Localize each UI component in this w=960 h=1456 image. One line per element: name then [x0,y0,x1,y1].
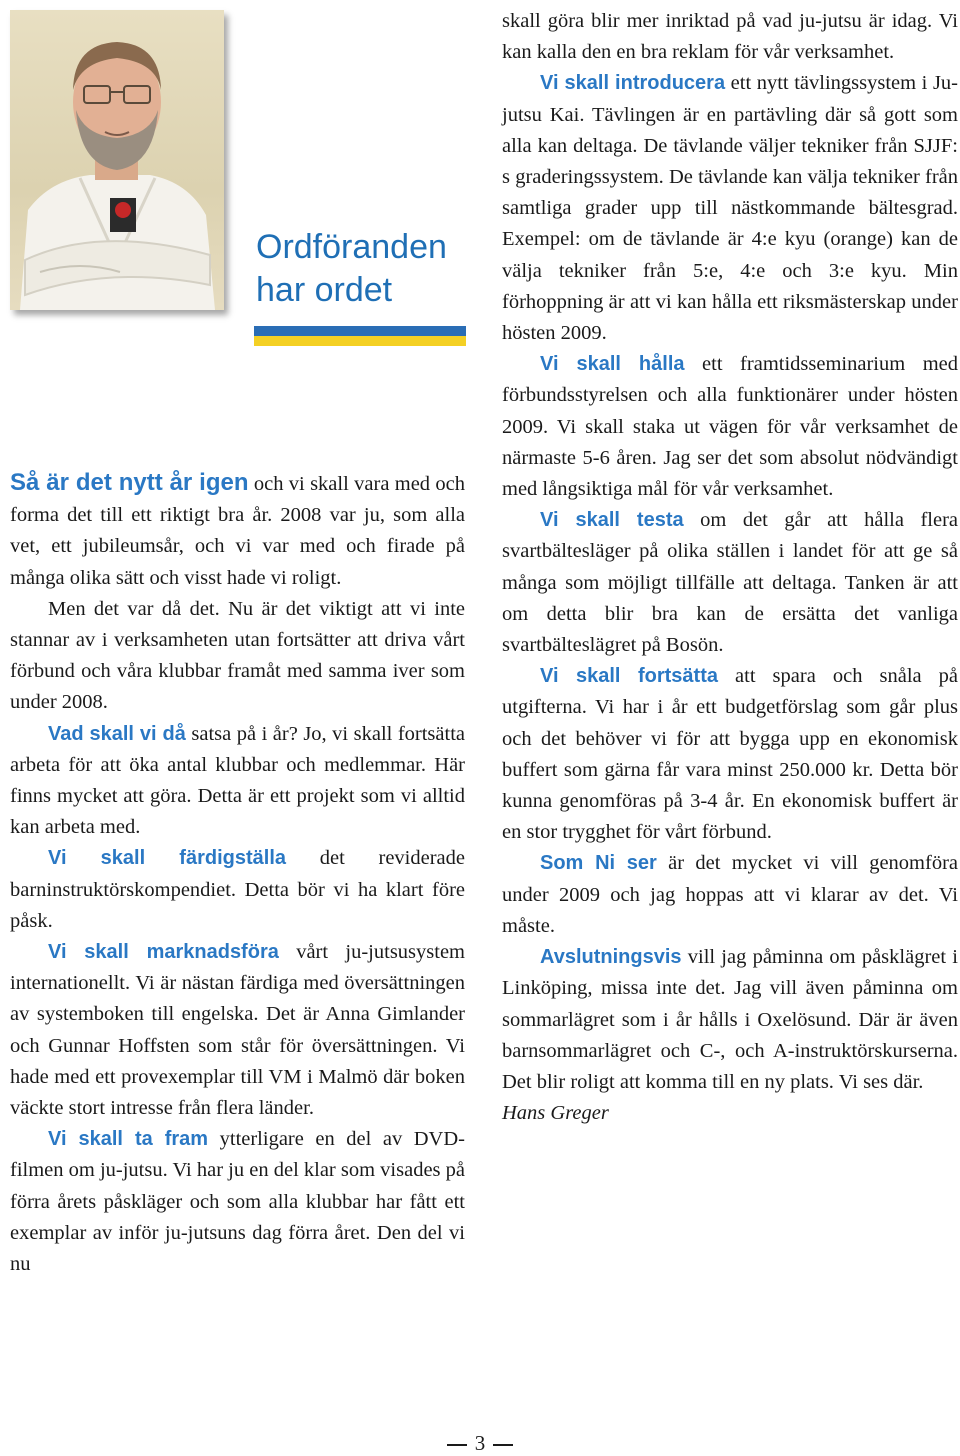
paragraph [502,848,958,942]
flag-stripe-blue [254,326,466,336]
dash-left [447,1444,467,1446]
dash-right [493,1444,513,1446]
paragraph-text: om det går att hålla flera svartbältesläger på olika ställen i landet för att ge så många som möjligt tillfälle att deltaga. Tanken är att om detta blir bra kan de ersätta det vanliga svartbälteslägret på Bosön. [502,509,958,657]
highlight: Vi skall fortsätta [540,665,718,688]
paragraph-text: är det mycket vi vill genomföra under 2009 och jag hoppas att vi klarar av det. Vi måste. [502,852,958,937]
paragraph-continued [502,6,958,68]
title-line-1: Ordföranden [256,228,447,266]
paragraph-text: Men det var då det. Nu är det viktigt att vi inte stannar av i verksamheten utan fortsätter att driva vårt förbund och våra klubbar framåt med samma iver som under 2008. [10,597,465,714]
paragraph [502,349,958,505]
paragraph-text: ett nytt tävlingssystem i Ju-jutsu Kai. Tävlingen är en partävling där så gott som alla kan deltaga. De tävlande väljer tekniker från SJJF: s graderingssystem. De tävlande kan välja tekniker från samtliga grader upp till nästkommande bältesgrad. Exempel: om de tävlande är 4:e kyu (orange) kan de välja tekniker från 5:e, 4:e och 3:e kyu. Min förhoppning är att vi kan hålla ett riksmästerskap under hösten 2009. [502,72,958,345]
paragraph [502,505,958,661]
paragraph-text: satsa på i år? Jo, vi skall fortsätta arbeta för att öka antal klubbar och medlemmar. Här finns mycket att göra. Detta är ett projekt som vi alltid kan arbeta med. [10,722,466,839]
page-title [256,226,466,312]
paragraph [10,843,465,937]
paragraph [502,661,958,848]
paragraph [10,937,465,1124]
title-line-2: har ordet [256,271,393,309]
page-number [0,1430,960,1456]
right-column [502,6,958,1129]
highlight: Vad skall vi då [48,722,186,745]
paragraph [10,719,465,844]
highlight: Vi skall introducera [540,72,726,95]
author-portrait [10,10,224,310]
signature: Hans Greger [502,1102,609,1125]
highlight: Vi skall marknadsföra [48,941,279,964]
highlight: Vi skall hålla [540,353,685,376]
paragraph [502,942,958,1098]
paragraph [10,1124,465,1280]
paragraph-text: skall göra blir mer inriktad på vad ju-jutsu är idag. Vi kan kalla den en bra reklam för vår verksamhet. [502,10,958,64]
page-number-text: 3 [474,1431,486,1455]
highlight: Avslutningsvis [540,946,682,969]
flag-stripe-yellow [254,336,466,346]
paragraph-text: vårt ju-jutsusystem internationellt. Vi är nästan färdiga med översättningen av systemboken till engelska. Det är Anna Gimlander och Gunnar Hoffsten som står för översättningen. Vi hade med ett provexemplar till VM i Malmö där boken väckte stort intresse från flera länder. [10,941,465,1120]
left-column [10,467,465,1280]
highlight: Vi skall färdigställa [48,847,287,870]
paragraph-text: ett framtidsseminarium med förbundsstyrelsen och alla funktionärer under hösten 2009. Vi skall staka ut vägen för vår verksamhet de närmaste 5-6 åren. Jag ser det som absolut nödvändigt med långsiktiga mål för vår verksamhet. [502,353,958,501]
paragraph-text: ytterligare en del av DVD-filmen om ju-jutsu. Vi har ju en del klar som visades på förra årets påskläger och som alla klubbar har fått ett exemplar av inför ju-jutsuns dag förra året. Den del vi nu [10,1128,466,1276]
highlight: Vi skall testa [540,509,684,532]
paragraph-text: att spara och snåla på utgifterna. Vi har i år ett budgetförslag som går plus och det behöver vi för att bygga upp en ekonomisk buffert som gärna får vara minst 250.000 kr. Detta bör kunna genomföras på 3-4 år. En ekonomisk buffert är en stor trygghet för vårt förbund. [502,665,959,844]
highlight: Som Ni ser [540,852,657,875]
lead-highlight: Så är det nytt år igen [10,469,249,496]
paragraph [502,68,958,349]
highlight: Vi skall ta fram [48,1128,209,1151]
paragraph-intro [10,467,465,594]
paragraph-text: vill jag påminna om påsklägret i Linköping, missa inte det. Jag vill även påminna om sommarlägret som i år hålls i Oxelösund. Där är även barnsommarlägret och C-, och A-instruktörskurserna. Det blir roligt att komma till en ny plats. Vi ses där. [502,946,958,1093]
paragraph [10,594,465,719]
paragraph-text: det reviderade barninstruktörskompendiet. Detta bör vi ha klart före påsk. [10,847,465,932]
paragraph-text: och vi skall vara med och forma det till ett riktigt bra år. 2008 var ju, som alla vet, ett jubileumsår, och vi var med och firade på många olika sätt och visst hade vi roligt. [10,473,465,589]
